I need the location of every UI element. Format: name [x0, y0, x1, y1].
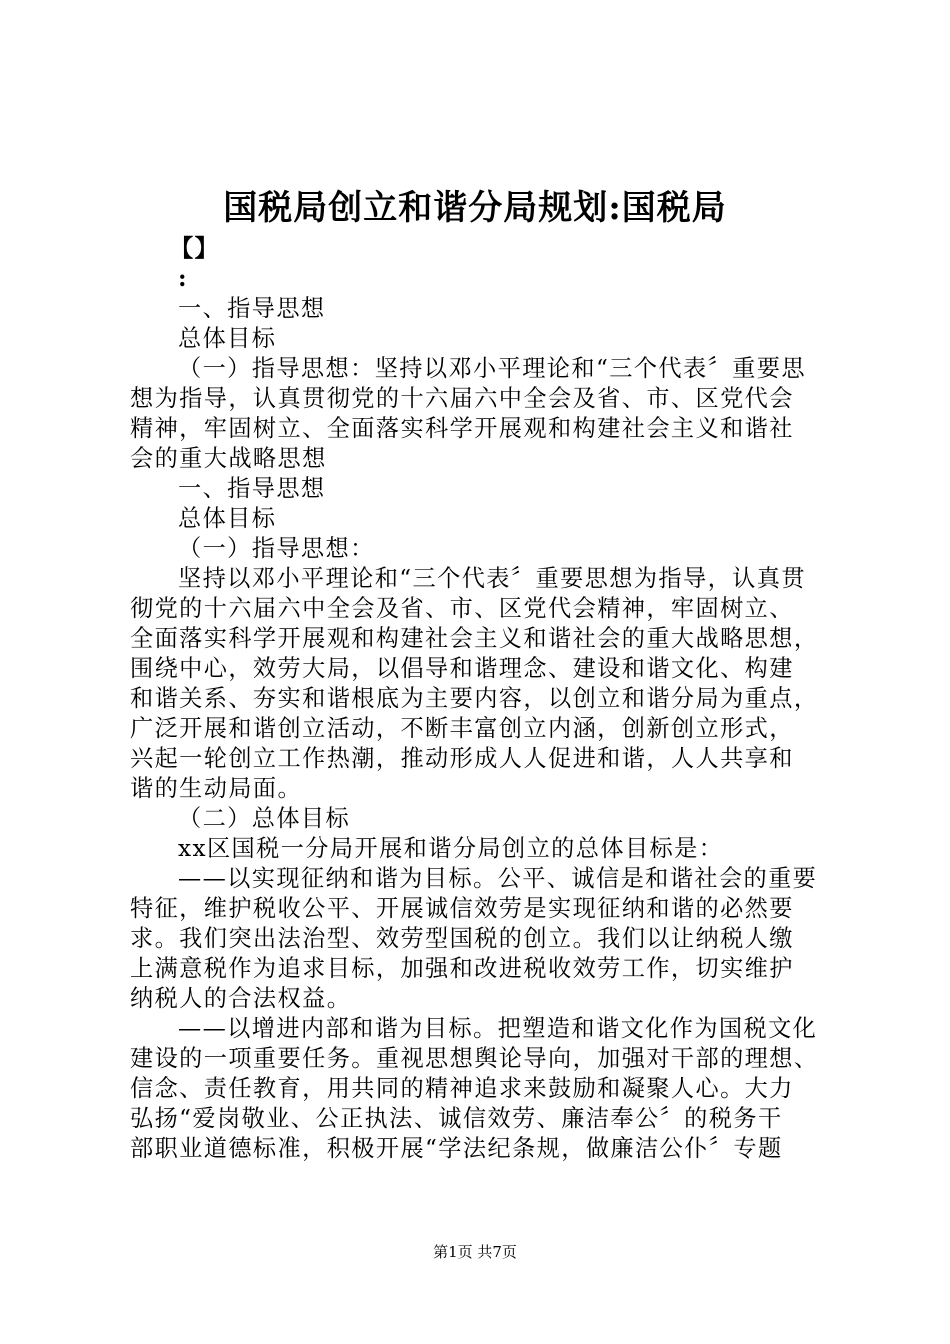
body-line: 围绕中心，效劳大局，以倡导和谐理念、建设和谐文化、构建 — [130, 655, 794, 682]
body-line: （一）指导思想：坚持以邓小平理论和“三个代表〞重要思 — [178, 355, 806, 382]
body-line: 总体目标 — [178, 505, 277, 532]
body-line: 谐的生动局面。 — [130, 775, 303, 802]
document-title: 国税局创立和谐分局规划:国税局 — [223, 188, 727, 228]
body-line: 和谐关系、夯实和谐根底为主要内容，以创立和谐分局为重点， — [130, 685, 819, 712]
body-line: 全面落实科学开展观和构建社会主义和谐社会的重大战略思想， — [130, 625, 819, 652]
document-body — [130, 234, 830, 1164]
body-line: : — [178, 265, 188, 292]
body-line: 【】 — [170, 235, 220, 262]
body-line: 信念、责任教育，用共同的精神追求来鼓励和凝聚人心。大力 — [130, 1075, 794, 1102]
body-line: 求。我们突出法治型、效劳型国税的创立。我们以让纳税人缴 — [130, 925, 794, 952]
body-line: 坚持以邓小平理论和“三个代表〞重要思想为指导，认真贯 — [178, 565, 806, 592]
body-line: ——以实现征纳和谐为目标。公平、诚信是和谐社会的重要 — [178, 865, 818, 892]
body-line: 精神，牢固树立、全面落实科学开展观和构建社会主义和谐社 — [130, 415, 794, 442]
body-line: 纳税人的合法权益。 — [130, 985, 352, 1012]
body-line: 总体目标 — [178, 325, 277, 352]
body-line: （一）指导思想： — [178, 535, 375, 562]
body-line: 上满意税作为追求目标，加强和改进税收效劳工作，切实维护 — [130, 955, 794, 982]
body-line: 会的重大战略思想 — [130, 445, 327, 472]
body-line: 想为指导，认真贯彻党的十六届六中全会及省、市、区党代会 — [130, 385, 794, 412]
body-line: ——以增进内部和谐为目标。把塑造和谐文化作为国税文化 — [178, 1015, 818, 1042]
body-line: 建设的一项重要任务。重视思想舆论导向，加强对干部的理想、 — [130, 1045, 819, 1072]
page-footer: 第1页 共7页 — [433, 1243, 517, 1261]
body-line: xx区国税一分局开展和谐分局创立的总体目标是： — [178, 835, 724, 862]
body-line: 弘扬“爱岗敬业、公正执法、诚信效劳、廉洁奉公〞的税务干 — [130, 1105, 783, 1132]
body-line: 一、指导思想 — [178, 475, 326, 502]
body-line: （二）总体目标 — [178, 805, 351, 832]
body-line: 一、指导思想 — [178, 295, 326, 322]
body-line: 特征，维护税收公平、开展诚信效劳是实现征纳和谐的必然要 — [130, 895, 794, 922]
body-line: 广泛开展和谐创立活动，不断丰富创立内涵，创新创立形式， — [130, 715, 794, 742]
body-line: 部职业道德标准，积极开展“学法纪条规，做廉洁公仆〞专题 — [130, 1135, 783, 1162]
body-line: 兴起一轮创立工作热潮，推动形成人人促进和谐，人人共享和 — [130, 745, 794, 772]
body-line: 彻党的十六届六中全会及省、市、区党代会精神，牢固树立、 — [130, 595, 794, 622]
